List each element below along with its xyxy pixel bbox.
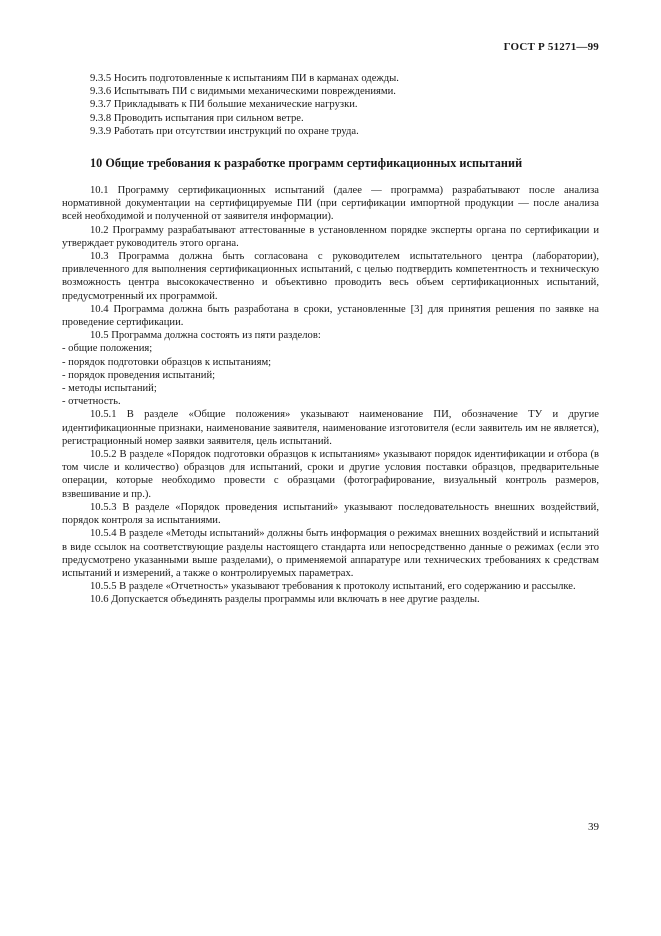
clause-10-6: 10.6 Допускается объединять разделы программы или включать в нее другие разделы.	[90, 594, 480, 606]
list-item: - отчетность.	[62, 396, 121, 408]
clause-10-4: 10.4 Программа должна быть разработана в сроки, установленные [3] для принятия решения по заявке на проведение сертификации.	[62, 303, 599, 329]
list-item: - методы испытаний;	[62, 383, 157, 395]
document-code-header: ГОСТ Р 51271—99	[503, 41, 599, 53]
clause-10-1: 10.1 Программу сертификационных испытаний (далее — программа) разрабатывают после анализа нормативной документации на сертифицируемые ПИ (при сертификации импортной продукции — после анализа всей необходимой и полученной от заявителя информации).	[62, 185, 599, 223]
clause-10-5-3: 10.5.3 В разделе «Порядок проведения испытаний» указывают последовательность внешних воздействий, порядок контроля за испытаниями.	[62, 501, 599, 527]
clause-9-3-7: 9.3.7 Прикладывать к ПИ большие механические нагрузки.	[90, 99, 358, 111]
page-number: 39	[588, 821, 599, 833]
clause-9-3-6: 9.3.6 Испытывать ПИ с видимыми механическими повреждениями.	[90, 86, 396, 98]
clause-9-3-5: 9.3.5 Носить подготовленные к испытаниям ПИ в карманах одежды.	[90, 73, 399, 84]
section-10-title: 10 Общие требования к разработке программ сертификационных испытаний	[90, 156, 523, 171]
list-item: - общие положения;	[62, 343, 153, 355]
clause-10-5-1: 10.5.1 В разделе «Общие положения» указывают наименование ПИ, обозначение ТУ и другие идентификационные признаки, наименование заявителя, наименование изготовителя (если заявитель им не является), регистрационный номер заявки заявителя, цель испытаний.	[62, 409, 599, 447]
clause-10-5-2: 10.5.2 В разделе «Порядок подготовки образцов к испытаниям» указывают порядок идентификации и отбора (в том числе и количество) образцов для испытаний, сроки и другие условия поставки образцов, предварительные операции, которые необходимо провести с образцами (фотографирование, визуальный контроль размеров, взвешивание и пр.).	[62, 449, 599, 500]
clause-10-5-4: 10.5.4 В разделе «Методы испытаний» должны быть информация о режимах внешних воздействий и испытаний в виде ссылок на соответствующие разделы настоящего стандарта или непосредственно данные о режимах (если это предусмотрено указанными выше разделами), о применяемой аппаратуре или технических требованиях к средствам испытаний и измерений, а также о контролируемых параметрах.	[62, 528, 599, 579]
list-item: - порядок проведения испытаний;	[62, 369, 216, 381]
clause-10-3: 10.3 Программа должна быть согласована с руководителем испытательного центра (лаборатории), привлеченного для выполнения сертификационных испытаний, с целью подтвердить компетентность и техническую возможность центра высококачественно и объективно проводить весь объем сертификационных испытаний, предусмотренный их программой.	[62, 251, 599, 302]
document-body	[62, 72, 599, 607]
clause-10-2: 10.2 Программу разрабатывают аттестованные в установленном порядке эксперты органа по сертификации и утверждает руководитель этого органа.	[62, 224, 599, 249]
clause-10-5-5: 10.5.5 В разделе «Отчетность» указывают требования к протоколу испытаний, его содержанию и рассылке.	[90, 581, 576, 593]
list-item: - порядок подготовки образцов к испытаниям;	[62, 356, 272, 368]
clause-9-3-9: 9.3.9 Работать при отсутствии инструкций по охране труда.	[90, 125, 359, 137]
clause-10-5: 10.5 Программа должна состоять из пяти разделов:	[90, 330, 321, 342]
clause-9-3-8: 9.3.8 Проводить испытания при сильном ветре.	[90, 112, 304, 124]
